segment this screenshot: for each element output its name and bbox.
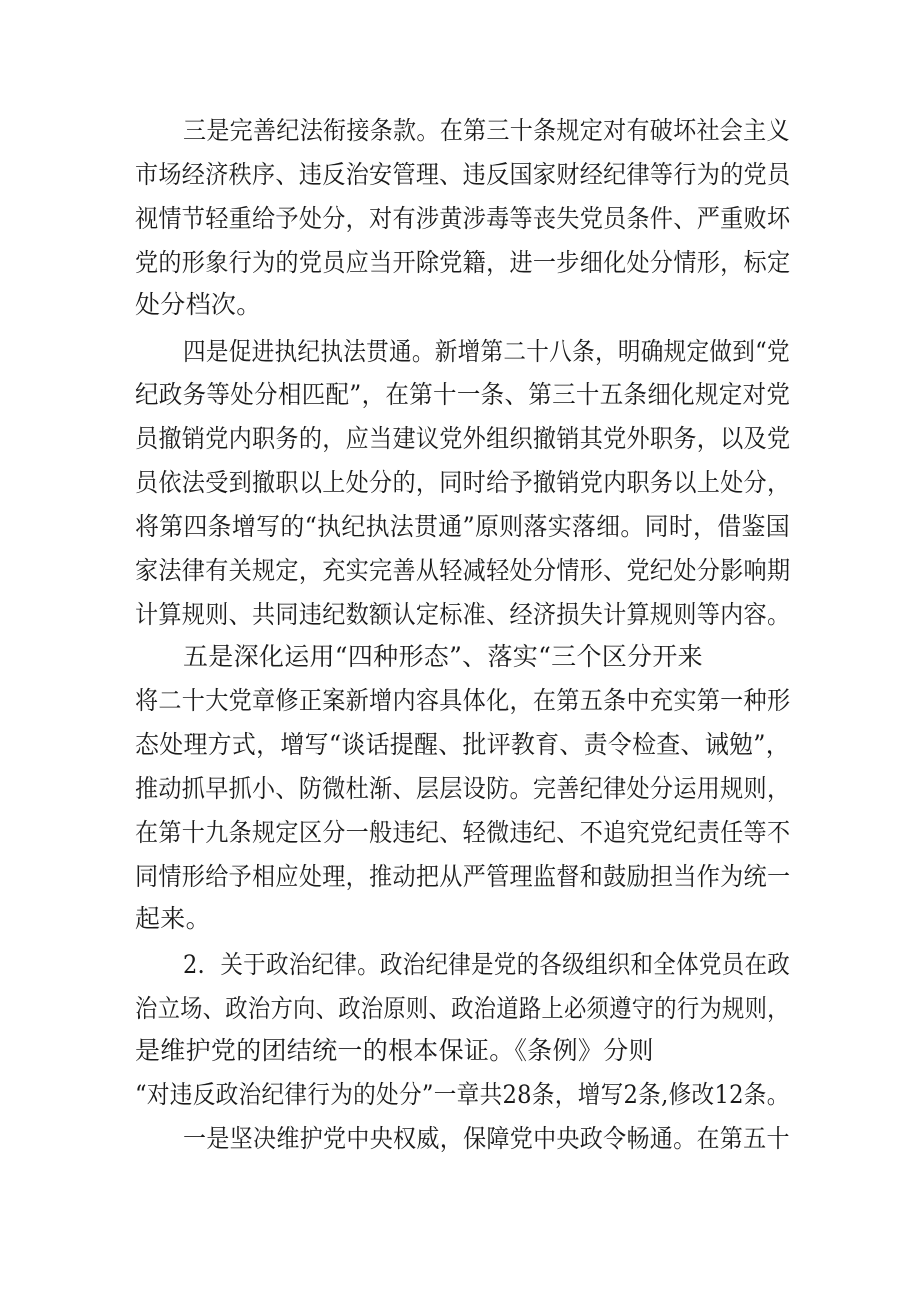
text-line: 三是完善纪法衔接条款。在第三十条规定对有破坏社会主义: [183, 116, 790, 145]
text-line: 态处理方式，增写“谈话提醒、批评教育、责令检查、诫勉”，: [135, 730, 790, 759]
text-line: 起来。: [135, 904, 211, 933]
text-line: 一是坚决维护党中央权威，保障党中央政令畅通。在第五十: [183, 1124, 790, 1153]
text-line: 家法律有关规定，充实完善从轻减轻处分情形、党纪处分影响期: [135, 556, 791, 585]
text-line: 员依法受到撤职以上处分的，同时给予撤销党内职务以上处分，: [135, 468, 791, 497]
text-line: 将第四条增写的“执纪执法贯通”原则落实落细。同时，借鉴国: [135, 512, 790, 541]
text-line: 2．关于政治纪律。政治纪律是党的各级组织和全体党员在政: [183, 950, 791, 979]
text-line: 四是促进执纪执法贯通。新增第二十八条，明确规定做到“党: [183, 337, 790, 366]
text-line: 计算规则、共同违纪数额认定标准、经济损失计算规则等内容。: [135, 600, 791, 629]
text-line: 党的形象行为的党员应当开除党籍，进一步细化处分情形，标定: [135, 248, 791, 277]
text-line: “对违反政治纪律行为的处分”一章共28条，增写2条,修改12条。: [135, 1080, 790, 1109]
text-line: 员撤销党内职务的，应当建议党外组织撤销其党外职务，以及党: [135, 424, 791, 453]
text-line: 治立场、政治方向、政治原则、政治道路上必须遵守的行为规则，: [135, 994, 790, 1023]
text-line: 处分档次。: [135, 290, 262, 319]
text-line: 纪政务等处分相匹配”，在第十一条、第三十五条细化规定对党: [135, 380, 791, 409]
text-line: 将二十大党章修正案新增内容具体化，在第五条中充实第一种形: [135, 686, 791, 715]
text-line: 推动抓早抓小、防微杜渐、层层设防。完善纪律处分运用规则，: [135, 774, 791, 803]
text-line: 五是深化运用“四种形态”、落实“三个区分开来: [183, 642, 703, 671]
text-line: 市场经济秩序、违反治安管理、违反国家财经纪律等行为的党员: [135, 160, 791, 189]
text-line: 视情节轻重给予处分，对有涉黄涉毒等丧失党员条件、严重败坏: [135, 204, 791, 233]
text-line: 是维护党的团结统一的根本保证。《条例》分则: [135, 1036, 654, 1065]
text-line: 同情形给予相应处理，推动把从严管理监督和鼓励担当作为统一: [135, 862, 791, 891]
text-line: 在第十九条规定区分一般违纪、轻微违纪、不追究党纪责任等不: [135, 818, 791, 847]
